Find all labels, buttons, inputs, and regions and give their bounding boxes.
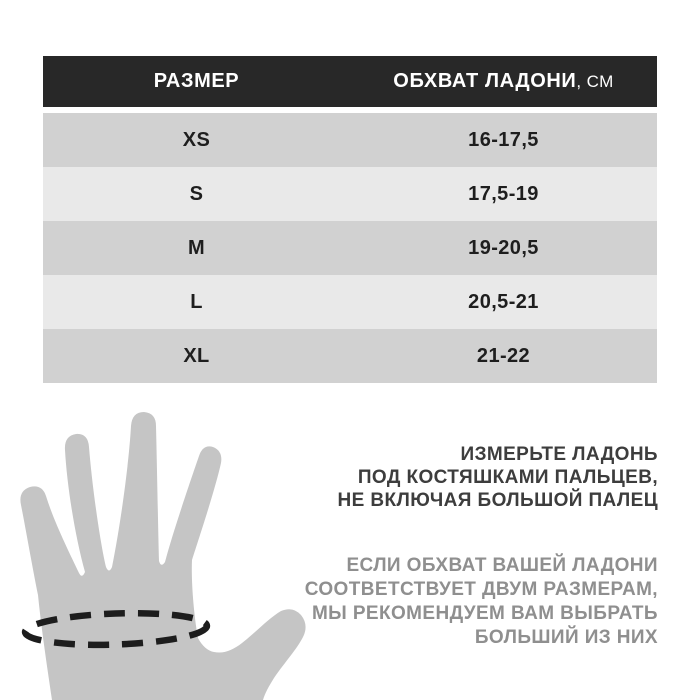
measure-note xyxy=(337,443,658,512)
size-cell: XL xyxy=(183,344,210,367)
hand-illustration xyxy=(0,390,320,700)
table-row-xs xyxy=(43,113,657,167)
table-row-s xyxy=(43,167,657,221)
two-sizes-note xyxy=(305,554,658,650)
measure-note-line: ИЗМЕРЬТЕ ЛАДОНЬ xyxy=(460,444,658,465)
measure-note-line: ПОД КОСТЯШКАМИ ПАЛЬЦЕВ, xyxy=(357,467,658,488)
table-row-m xyxy=(43,221,657,275)
girth-cell: 20,5-21 xyxy=(468,290,539,313)
girth-cell: 16-17,5 xyxy=(468,128,539,151)
two-sizes-note-line: МЫ РЕКОМЕНДУЕМ ВАМ ВЫБРАТЬ xyxy=(311,603,658,624)
girth-column-label: ОБХВАТ ЛАДОНИ xyxy=(393,70,577,92)
header-cell-size xyxy=(43,56,350,107)
measure-note-line: НЕ ВКЛЮЧАЯ БОЛЬШОЙ ПАЛЕЦ xyxy=(337,490,658,511)
table-row-xl xyxy=(43,329,657,383)
size-cell: M xyxy=(187,236,206,259)
girth-cell: 17,5-19 xyxy=(468,182,539,205)
size-cell: L xyxy=(190,290,203,313)
header-cell-girth xyxy=(350,56,657,107)
girth-unit-label: , СМ xyxy=(576,71,614,91)
table-row-l xyxy=(43,275,657,329)
hand-silhouette-icon xyxy=(0,390,320,700)
size-cell: XS xyxy=(182,128,211,151)
two-sizes-note-line: ЕСЛИ ОБХВАТ ВАШЕЙ ЛАДОНИ xyxy=(346,555,658,576)
two-sizes-note-line: БОЛЬШИЙ ИЗ НИХ xyxy=(474,627,658,648)
girth-cell: 19-20,5 xyxy=(468,236,539,259)
size-cell: S xyxy=(189,182,204,205)
size-table xyxy=(43,56,657,383)
girth-cell: 21-22 xyxy=(476,344,531,367)
table-header-row xyxy=(43,56,657,107)
hand-silhouette-shape xyxy=(20,412,305,700)
size-column-label: РАЗМЕР xyxy=(153,70,240,92)
two-sizes-note-line: СООТВЕТСТВУЕТ ДВУМ РАЗМЕРАМ, xyxy=(304,579,658,600)
